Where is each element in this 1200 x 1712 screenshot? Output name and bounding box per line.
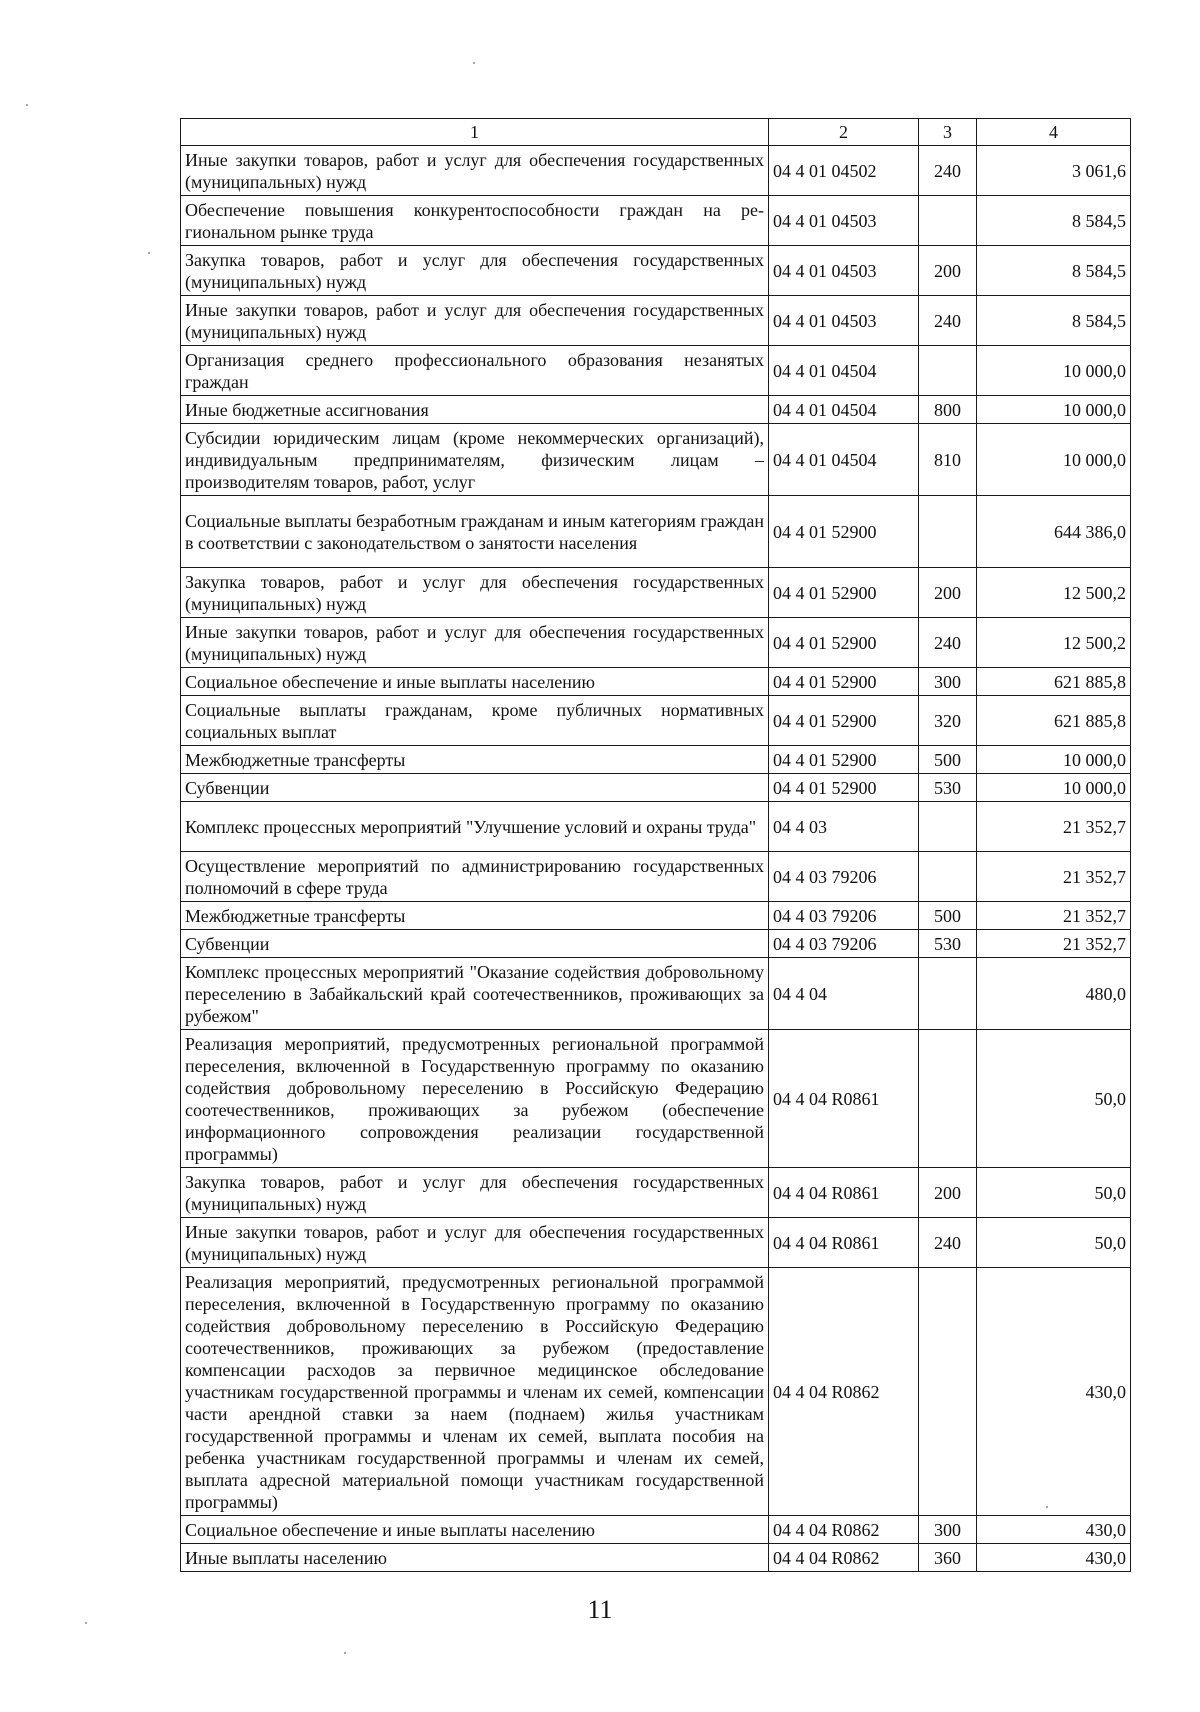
row-description: Осуществление мероприятий по администрированию государственных полномочий в сфере труда bbox=[181, 852, 769, 902]
row-code: 04 4 04 R0861 bbox=[769, 1218, 919, 1268]
row-expense-type: 300 bbox=[919, 668, 977, 696]
table-row bbox=[181, 668, 1131, 696]
column-header-1: 1 bbox=[181, 119, 769, 146]
row-amount: 12 500,2 bbox=[977, 568, 1131, 618]
row-expense-type: 200 bbox=[919, 1168, 977, 1218]
scan-speck bbox=[344, 1652, 346, 1654]
row-code: 04 4 04 R0861 bbox=[769, 1030, 919, 1168]
row-amount: 621 885,8 bbox=[977, 696, 1131, 746]
row-code: 04 4 01 04504 bbox=[769, 346, 919, 396]
scan-speck bbox=[473, 62, 475, 64]
column-header-2: 2 bbox=[769, 119, 919, 146]
row-description: Иные выплаты населению bbox=[181, 1544, 769, 1572]
row-expense-type bbox=[919, 958, 977, 1030]
table-row bbox=[181, 424, 1131, 496]
row-description: Межбюджетные трансферты bbox=[181, 746, 769, 774]
row-code: 04 4 01 04502 bbox=[769, 146, 919, 196]
row-expense-type: 240 bbox=[919, 1218, 977, 1268]
row-description: Закупка товаров, работ и услуг для обеспечения государственных (муниципальных) нужд bbox=[181, 568, 769, 618]
table-row bbox=[181, 774, 1131, 802]
row-description: Закупка товаров, работ и услуг для обеспечения государственных (муниципальных) нужд bbox=[181, 1168, 769, 1218]
row-expense-type: 530 bbox=[919, 930, 977, 958]
table-row bbox=[181, 196, 1131, 246]
table-row bbox=[181, 930, 1131, 958]
row-amount: 8 584,5 bbox=[977, 246, 1131, 296]
row-amount: 621 885,8 bbox=[977, 668, 1131, 696]
row-code: 04 4 01 52900 bbox=[769, 496, 919, 568]
table-row bbox=[181, 146, 1131, 196]
row-code: 04 4 03 79206 bbox=[769, 930, 919, 958]
budget-table bbox=[180, 118, 1131, 1572]
row-description: Комплекс процессных мероприятий "Оказание содействия добровольному переселению в Забайкальский край соотечественников, проживающих за рубежом" bbox=[181, 958, 769, 1030]
row-description: Субвенции bbox=[181, 774, 769, 802]
row-amount: 21 352,7 bbox=[977, 802, 1131, 852]
row-description: Социальные выплаты безработным гражданам и иным категориям граждан в соответствии с законодательством о занятости населения bbox=[181, 496, 769, 568]
table-row bbox=[181, 568, 1131, 618]
row-expense-type bbox=[919, 1030, 977, 1168]
table-row bbox=[181, 1218, 1131, 1268]
row-description: Иные закупки товаров, работ и услуг для обеспечения государственных (муниципальных) нужд bbox=[181, 296, 769, 346]
row-code: 04 4 01 04503 bbox=[769, 196, 919, 246]
table-row bbox=[181, 852, 1131, 902]
row-expense-type: 810 bbox=[919, 424, 977, 496]
row-description: Реализация мероприятий, предусмотренных региональной программой переселения, включенной в Государственную программу по оказанию содействия добровольному переселению в Российскую Федерацию соотечественников, проживающих за рубежом (обеспечение информационного сопровождения реализации государственной программы) bbox=[181, 1030, 769, 1168]
table-row bbox=[181, 696, 1131, 746]
table-row bbox=[181, 746, 1131, 774]
row-description: Организация среднего профессионального образования незанятых граждан bbox=[181, 346, 769, 396]
row-expense-type bbox=[919, 802, 977, 852]
row-expense-type: 240 bbox=[919, 296, 977, 346]
row-amount: 50,0 bbox=[977, 1218, 1131, 1268]
row-amount: 21 352,7 bbox=[977, 902, 1131, 930]
table-row bbox=[181, 246, 1131, 296]
row-code: 04 4 04 R0862 bbox=[769, 1516, 919, 1544]
row-amount: 10 000,0 bbox=[977, 396, 1131, 424]
row-expense-type bbox=[919, 852, 977, 902]
row-amount: 430,0 bbox=[977, 1544, 1131, 1572]
row-description: Иные закупки товаров, работ и услуг для обеспечения государственных (муниципальных) нужд bbox=[181, 618, 769, 668]
row-code: 04 4 01 04503 bbox=[769, 246, 919, 296]
row-code: 04 4 04 R0862 bbox=[769, 1544, 919, 1572]
row-amount: 10 000,0 bbox=[977, 746, 1131, 774]
row-description: Иные закупки товаров, работ и услуг для обеспечения государственных (муниципальных) нужд bbox=[181, 1218, 769, 1268]
row-code: 04 4 01 04503 bbox=[769, 296, 919, 346]
table-row bbox=[181, 346, 1131, 396]
row-code: 04 4 01 52900 bbox=[769, 668, 919, 696]
row-code: 04 4 03 79206 bbox=[769, 902, 919, 930]
row-expense-type: 530 bbox=[919, 774, 977, 802]
row-code: 04 4 01 52900 bbox=[769, 568, 919, 618]
row-expense-type: 200 bbox=[919, 568, 977, 618]
table-row bbox=[181, 618, 1131, 668]
column-header-4: 4 bbox=[977, 119, 1131, 146]
row-description: Социальное обеспечение и иные выплаты населению bbox=[181, 1516, 769, 1544]
table-row bbox=[181, 958, 1131, 1030]
row-code: 04 4 04 bbox=[769, 958, 919, 1030]
row-code: 04 4 01 52900 bbox=[769, 774, 919, 802]
row-expense-type bbox=[919, 196, 977, 246]
table-body bbox=[181, 146, 1131, 1572]
scan-speck bbox=[85, 1622, 87, 1624]
row-expense-type: 500 bbox=[919, 746, 977, 774]
row-description: Субсидии юридическим лицам (кроме некоммерческих организаций), индивидуальным предпринимателям, физическим лицам – производителям товаров, работ, услуг bbox=[181, 424, 769, 496]
row-amount: 12 500,2 bbox=[977, 618, 1131, 668]
table-row bbox=[181, 1030, 1131, 1168]
row-code: 04 4 01 04504 bbox=[769, 396, 919, 424]
row-amount: 50,0 bbox=[977, 1030, 1131, 1168]
table-row bbox=[181, 1516, 1131, 1544]
table-row bbox=[181, 1544, 1131, 1572]
row-expense-type bbox=[919, 496, 977, 568]
row-amount: 21 352,7 bbox=[977, 852, 1131, 902]
row-expense-type: 500 bbox=[919, 902, 977, 930]
row-description: Иные закупки товаров, работ и услуг для обеспечения государственных (муниципальных) нужд bbox=[181, 146, 769, 196]
table-row bbox=[181, 496, 1131, 568]
row-expense-type: 300 bbox=[919, 1516, 977, 1544]
row-amount: 10 000,0 bbox=[977, 424, 1131, 496]
row-code: 04 4 01 52900 bbox=[769, 696, 919, 746]
row-code: 04 4 03 bbox=[769, 802, 919, 852]
row-description: Социальное обеспечение и иные выплаты населению bbox=[181, 668, 769, 696]
row-description: Реализация мероприятий, предусмотренных региональной программой переселения, включенной в Государственную программу по оказанию содействия добровольному переселению в Российскую Федерацию соотечественников, проживающих за рубежом (предоставление компенсации расходов за первичное медицинское обследование участникам государственной программы и членам их семей, компенсации части арендной ставки за наем (поднаем) жилья участникам государственной программы и членам их семей, выплата пособия на ребенка участникам государственной программы и членам их семей, выплата адресной материальной помощи участникам государственной программы) bbox=[181, 1268, 769, 1516]
row-code: 04 4 01 52900 bbox=[769, 618, 919, 668]
row-expense-type: 320 bbox=[919, 696, 977, 746]
page-number: 11 bbox=[587, 1595, 613, 1624]
row-amount: 430,0 bbox=[977, 1516, 1131, 1544]
row-amount: 644 386,0 bbox=[977, 496, 1131, 568]
row-description: Субвенции bbox=[181, 930, 769, 958]
row-code: 04 4 01 04504 bbox=[769, 424, 919, 496]
row-code: 04 4 04 R0862 bbox=[769, 1268, 919, 1516]
row-amount: 10 000,0 bbox=[977, 346, 1131, 396]
scan-speck bbox=[148, 252, 150, 254]
table-row bbox=[181, 802, 1131, 852]
row-amount: 430,0 bbox=[977, 1268, 1131, 1516]
table-row bbox=[181, 1268, 1131, 1516]
row-expense-type: 360 bbox=[919, 1544, 977, 1572]
row-amount: 8 584,5 bbox=[977, 296, 1131, 346]
row-description: Межбюджетные трансферты bbox=[181, 902, 769, 930]
header-row bbox=[181, 119, 1131, 146]
row-expense-type bbox=[919, 1268, 977, 1516]
row-code: 04 4 01 52900 bbox=[769, 746, 919, 774]
row-description: Обеспечение повышения конкурентоспособности граждан на региональном рынке труда bbox=[181, 196, 769, 246]
row-code: 04 4 04 R0861 bbox=[769, 1168, 919, 1218]
row-amount: 3 061,6 bbox=[977, 146, 1131, 196]
table-row bbox=[181, 902, 1131, 930]
table-row bbox=[181, 296, 1131, 346]
row-amount: 480,0 bbox=[977, 958, 1131, 1030]
column-header-3: 3 bbox=[919, 119, 977, 146]
row-expense-type: 240 bbox=[919, 146, 977, 196]
row-description: Закупка товаров, работ и услуг для обеспечения государственных (муниципальных) нужд bbox=[181, 246, 769, 296]
row-expense-type: 800 bbox=[919, 396, 977, 424]
row-expense-type: 240 bbox=[919, 618, 977, 668]
table-row bbox=[181, 396, 1131, 424]
row-amount: 50,0 bbox=[977, 1168, 1131, 1218]
row-expense-type bbox=[919, 346, 977, 396]
row-description: Комплекс процессных мероприятий "Улучшение условий и охраны труда" bbox=[181, 802, 769, 852]
row-amount: 10 000,0 bbox=[977, 774, 1131, 802]
table-row bbox=[181, 1168, 1131, 1218]
row-expense-type: 200 bbox=[919, 246, 977, 296]
row-code: 04 4 03 79206 bbox=[769, 852, 919, 902]
scan-speck bbox=[26, 104, 28, 106]
scan-speck bbox=[1046, 1506, 1048, 1508]
row-amount: 21 352,7 bbox=[977, 930, 1131, 958]
row-description: Иные бюджетные ассигнования bbox=[181, 396, 769, 424]
row-amount: 8 584,5 bbox=[977, 196, 1131, 246]
row-description: Социальные выплаты гражданам, кроме публичных нормативных социальных выплат bbox=[181, 696, 769, 746]
